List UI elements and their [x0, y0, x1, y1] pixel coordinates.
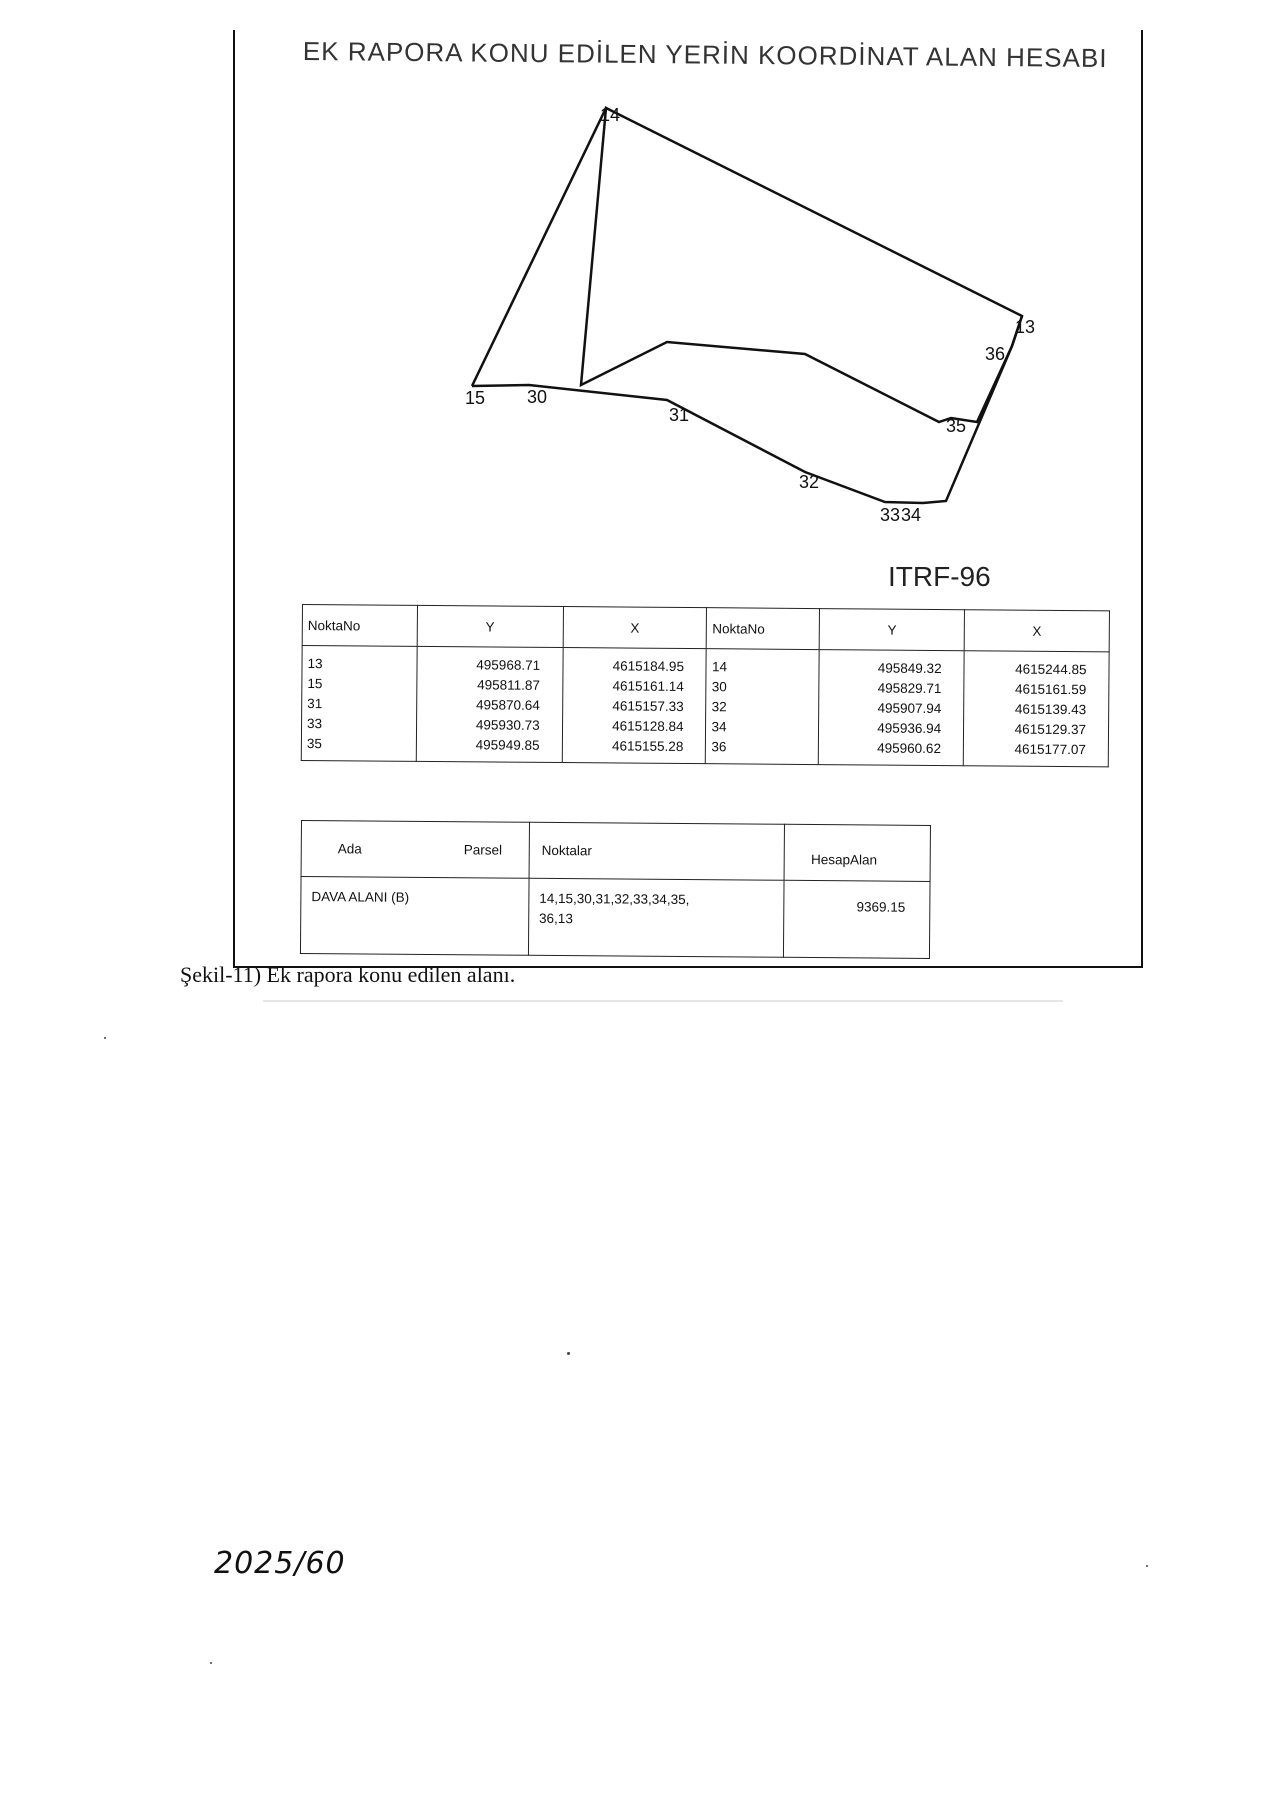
coordinates-body-row [301, 646, 1109, 767]
nokta-no: 33 [307, 716, 323, 732]
handwritten-note: 2025/60 [214, 1546, 346, 1581]
area-table [300, 820, 931, 959]
parcel-plot [233, 80, 1143, 540]
scan-speck [210, 1662, 212, 1664]
scan-speck [104, 1037, 106, 1039]
y-value: 495968.71 [476, 657, 541, 673]
col-header-x: X [563, 607, 707, 649]
y-value: 495960.62 [877, 740, 942, 757]
area-row [300, 877, 930, 959]
nokta-no: 30 [711, 679, 727, 695]
points-line: 14,15,30,31,32,33,34,35, [539, 890, 690, 908]
figure-title: EK RAPORA KONU EDİLEN YERİN KOORDİNAT ALAN HESABI [302, 36, 1108, 74]
y-value: 495936.94 [877, 720, 942, 737]
y-value: 495811.87 [477, 677, 541, 693]
area-name-cell: DAVA ALANI (B) [300, 877, 528, 956]
left-y-cell [416, 646, 563, 762]
x-value: 4615161.59 [1014, 681, 1087, 698]
col-header-y: Y [819, 609, 964, 651]
parcel-boundary [581, 108, 1022, 422]
area-value-cell: 9369.15 [784, 880, 930, 958]
x-value: 4615177.07 [1014, 741, 1086, 758]
point-label-33: 33 [880, 505, 901, 525]
col-header-x: X [964, 610, 1109, 652]
right-nokta-no-cell [706, 649, 820, 765]
point-label-13: 13 [1015, 317, 1036, 337]
col-header-nokta-no: NoktaNo [302, 605, 417, 647]
x-value: 4615157.33 [612, 698, 684, 715]
col-header-parsel: Parsel [463, 842, 503, 858]
coordinates-table [301, 604, 1110, 767]
y-value: 495907.94 [877, 700, 942, 717]
parcel-boundary-edge [472, 316, 1022, 503]
col-header-hesap-alan: HesapAlan [784, 824, 930, 881]
point-label-35: 35 [946, 416, 967, 436]
y-value: 495870.64 [475, 697, 540, 713]
scan-speck [567, 1352, 570, 1355]
nokta-no: 13 [307, 656, 323, 672]
col-header-nokta-no: NoktaNo [707, 608, 820, 650]
col-header-ada: Ada [337, 841, 362, 857]
left-x-cell [562, 648, 707, 764]
point-labels [465, 105, 1035, 525]
y-value: 495949.85 [475, 737, 540, 753]
y-value: 495849.32 [877, 660, 942, 677]
point-label-36: 36 [985, 344, 1006, 364]
col-header-noktalar: Noktalar [529, 822, 785, 880]
col-header-ada-parsel [301, 821, 529, 879]
nokta-no: 31 [307, 696, 323, 712]
point-label-15: 15 [465, 388, 486, 408]
right-y-cell [819, 650, 965, 766]
nokta-no: 15 [307, 676, 323, 692]
nokta-no: 36 [711, 739, 727, 755]
figure-caption: Şekil-11) Ek rapora konu edilen alanı. [180, 962, 516, 987]
area-header-row [301, 821, 930, 882]
point-label-31: 31 [669, 405, 690, 425]
x-value: 4615129.37 [1014, 721, 1087, 738]
right-x-cell [963, 651, 1109, 767]
left-nokta-no-cell [301, 646, 417, 762]
x-value: 4615244.85 [1015, 661, 1087, 678]
nokta-no: 35 [306, 736, 322, 752]
coordinate-system-label: ITRF-96 [888, 561, 991, 592]
x-value: 4615161.14 [612, 678, 684, 695]
coordinates-header-row [302, 605, 1109, 652]
col-header-y: Y [417, 605, 563, 647]
x-value: 4615128.84 [612, 718, 684, 734]
point-label-30: 30 [527, 387, 548, 407]
y-value: 495930.73 [475, 717, 540, 733]
nokta-no: 32 [711, 699, 727, 715]
x-value: 4615184.95 [612, 658, 685, 675]
nokta-no: 14 [711, 659, 728, 675]
x-value: 4615139.43 [1014, 701, 1087, 718]
point-label-34: 34 [901, 505, 922, 525]
point-label-32: 32 [799, 472, 820, 492]
nokta-no: 34 [711, 719, 727, 735]
area-points-cell [528, 878, 784, 957]
points-line: 36,13 [539, 910, 573, 927]
scan-artifact-line [263, 1000, 1063, 1002]
point-label-14: 14 [600, 105, 621, 125]
scan-speck [1146, 1565, 1148, 1567]
x-value: 4615155.28 [611, 738, 684, 754]
y-value: 495829.71 [877, 680, 942, 697]
